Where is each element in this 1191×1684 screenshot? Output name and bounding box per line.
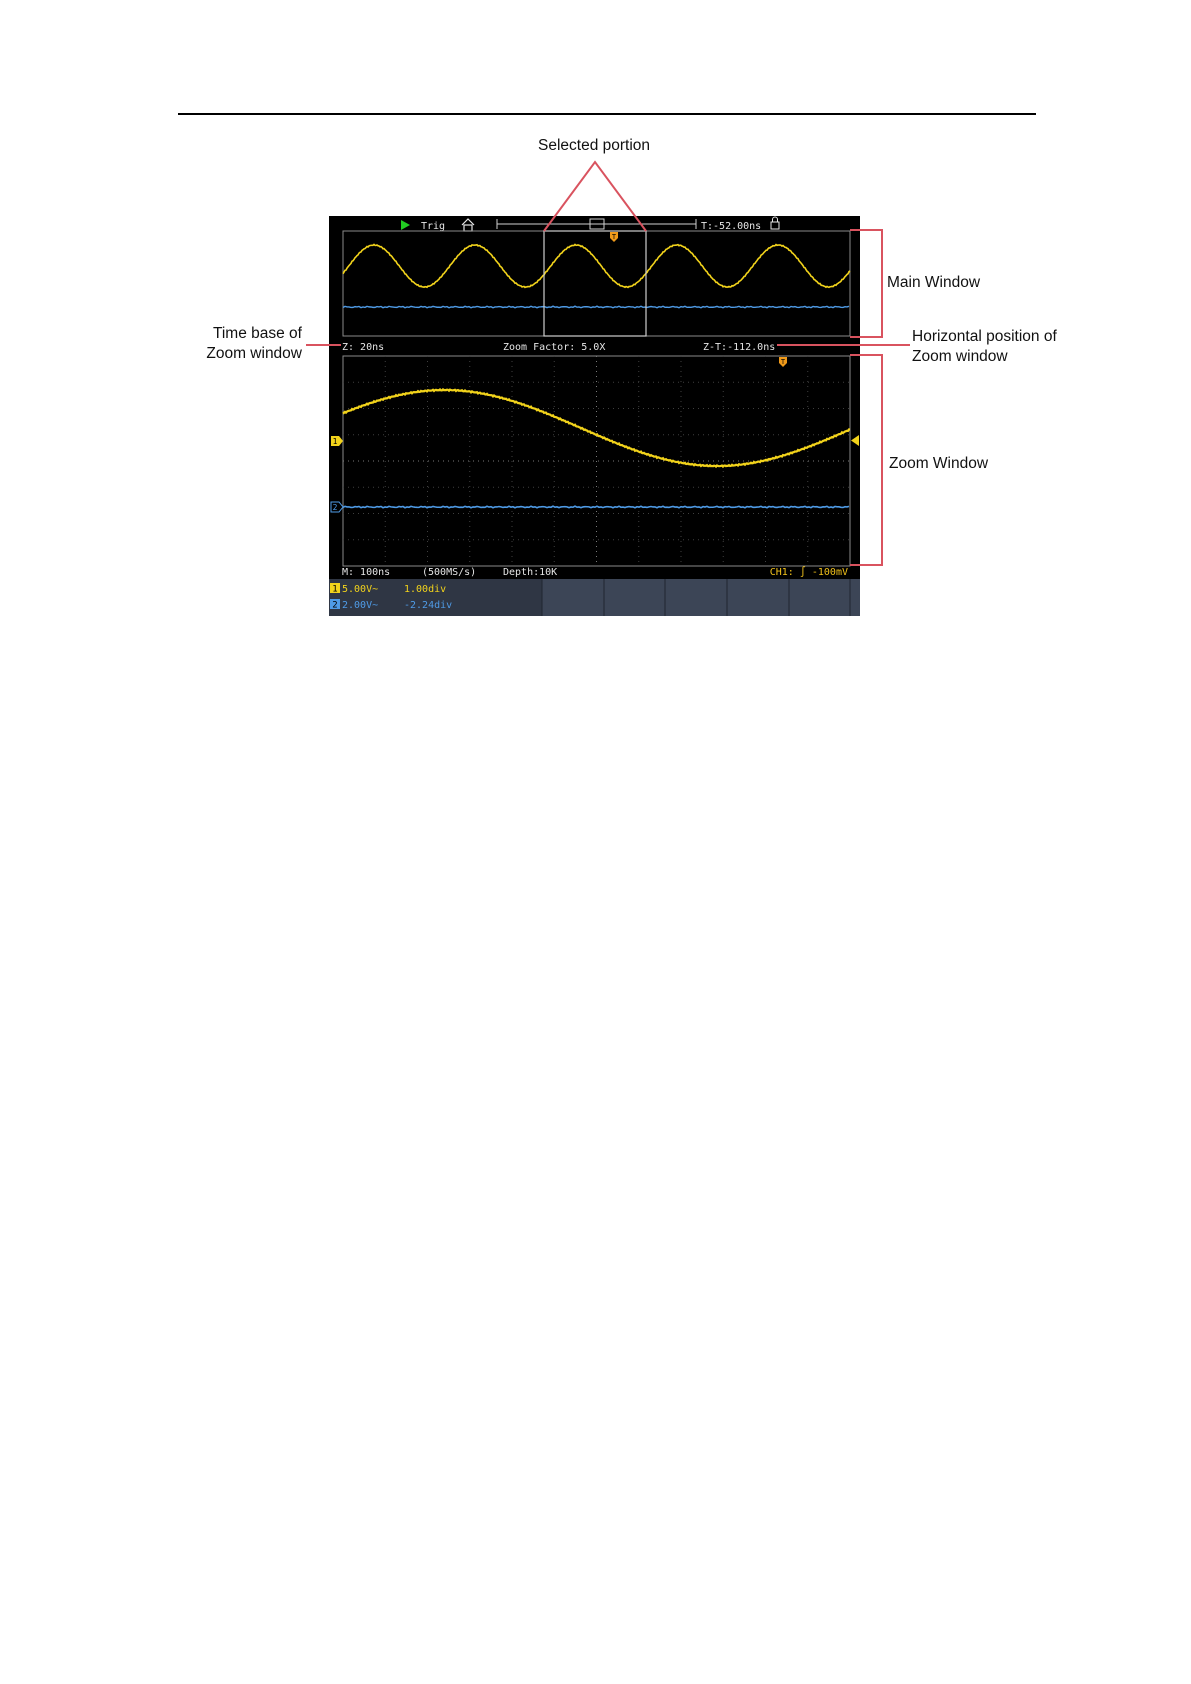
ch2-volts-readout: 2.00V~ [342, 600, 379, 611]
ch1-volts-readout: 5.00V~ [342, 584, 379, 595]
time-base-label-line2: Zoom window [206, 345, 302, 362]
svg-text:T: T [780, 358, 786, 366]
main-timebase-readout: M: 100ns [342, 567, 391, 578]
ch1-offset-readout: 1.00div [404, 584, 447, 595]
sample-rate-readout: (500MS/s) [422, 567, 477, 578]
zoom-position-readout: Z-T:-112.0ns [703, 342, 776, 353]
memory-depth-readout: Depth:10K [503, 567, 558, 578]
scope-screen [329, 216, 860, 616]
trigger-info-readout: CH1: ∫ -100mV [769, 567, 848, 578]
ch2-offset-readout: -2.24div [404, 600, 453, 611]
svg-text:1: 1 [332, 437, 338, 446]
zoom-factor-readout: Zoom Factor: 5.0X [503, 342, 606, 353]
main-window-label: Main Window [887, 274, 981, 291]
svg-text:2: 2 [332, 503, 338, 512]
trigger-state-label: Trig [421, 221, 446, 232]
time-base-label-line1: Time base of [212, 325, 302, 342]
horizontal-position-label-line2: Zoom window [912, 348, 1008, 365]
trigger-time-readout: T:-52.00ns [701, 221, 762, 232]
ch2-badge-label: 2 [332, 600, 338, 611]
horizontal-position-label-line1: Horizontal position of [912, 328, 1057, 345]
ch1-badge-label: 1 [332, 584, 338, 595]
zoom-window-label: Zoom Window [889, 455, 989, 472]
selected-portion-label: Selected portion [538, 137, 651, 154]
svg-text:T: T [611, 233, 617, 241]
time-base-label [190, 324, 302, 364]
horizontal-position-label [912, 327, 1057, 367]
zoom-timebase-readout: Z: 20ns [342, 342, 385, 353]
